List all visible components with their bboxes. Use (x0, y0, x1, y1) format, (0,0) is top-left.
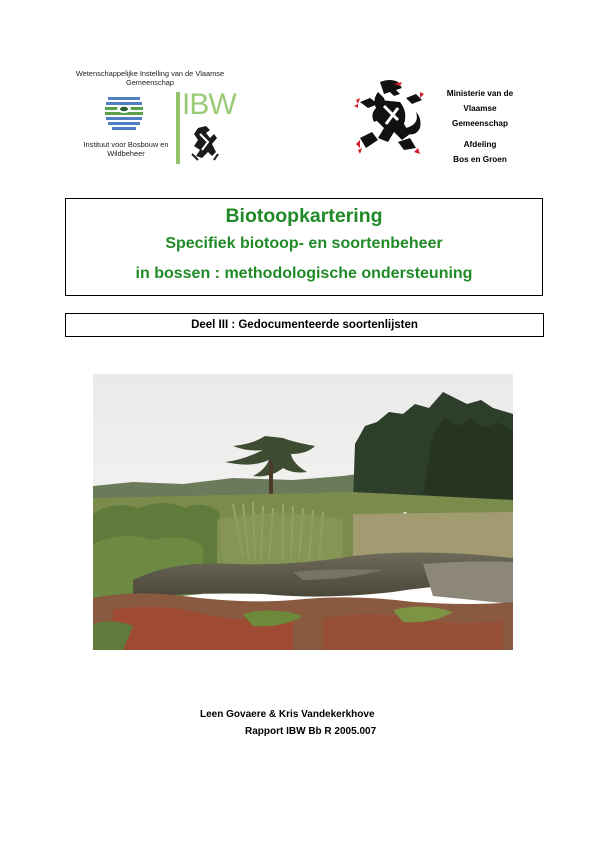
ministry-line-1: Ministerie van de (446, 89, 514, 98)
small-flemish-lion-icon (188, 124, 220, 162)
cover-photo-heathland-pond (93, 374, 513, 650)
part-label-box: Deel III : Gedocumenteerde soortenlijsten (65, 313, 544, 337)
report-number: Rapport IBW Bb R 2005.007 (245, 726, 377, 737)
ministry-line-3: Gemeenschap (452, 119, 508, 128)
authors: Leen Govaere & Kris Vandekerkhove (200, 709, 375, 720)
document-title: Biotoopkartering (225, 205, 383, 227)
document-subtitle-line-1: Specifiek biotoop- en soortenbeheer (165, 235, 443, 252)
document-subtitle-line-2: in bossen : methodologische ondersteuning (135, 265, 473, 282)
ibw-institute-name: Instituut voor Bosbouw en Wildbeheer (83, 140, 169, 158)
ibw-acronym: IBW (182, 88, 236, 121)
ibw-institution-line: Wetenschappelijke Instelling van de Vlaamse Gemeenschap (75, 69, 225, 87)
ibw-green-bar (176, 92, 180, 164)
ministry-line-2: Vlaamse (463, 104, 497, 113)
title-box (65, 198, 543, 296)
ministry-text-block (430, 86, 530, 167)
flemish-lion-icon (350, 78, 426, 164)
ibw-globe-logo (104, 91, 144, 133)
ministry-line-5: Bos en Groen (453, 155, 507, 164)
ministry-line-4: Afdeling (463, 140, 497, 149)
